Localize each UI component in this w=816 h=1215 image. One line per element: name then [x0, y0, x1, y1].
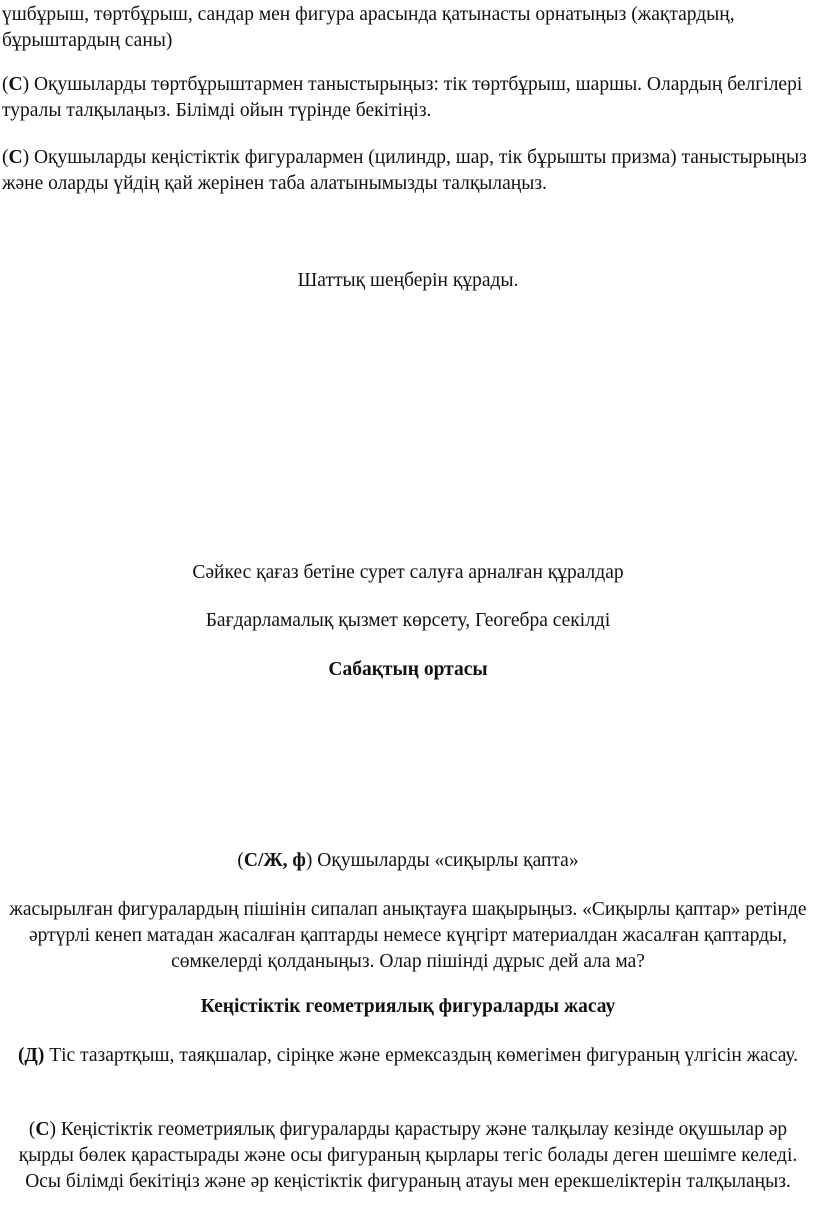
paragraph-happy-circle-text: Шаттық шеңберін құрады. — [297, 270, 519, 291]
paragraph-hidden-figures — [0, 897, 816, 975]
paragraph-spatial-figures-text: Оқушыларды кеңістіктік фигуралармен (цилиндр, шар, тік бұрышты призма) таныстырыңыз және оларды үйдің қай жерінен таба алатынымызды талқылаңыз. — [2, 147, 807, 194]
activity-tag: С/Ж, ф — [243, 850, 306, 871]
paragraph-relations — [0, 2, 816, 54]
activity-tag: С — [35, 1119, 50, 1140]
paragraph-quadrilaterals — [0, 72, 816, 124]
heading-lesson-middle-text: Сабақтың ортасы — [328, 659, 488, 680]
heading-build-figures-text: Кеңістіктік геометриялық фигураларды жасау — [200, 996, 616, 1017]
paren-open: ( — [2, 74, 9, 95]
paren-close: ) — [22, 147, 30, 168]
activity-tag: С — [8, 147, 23, 168]
paragraph-happy-circle — [0, 268, 816, 294]
paren-open: ( — [28, 1119, 36, 1140]
paragraph-quadrilaterals-text: Оқушыларды төртбұрыштармен таныстырыңыз: тік төртбұрыш, шаршы. Олардың белгілері туралы талқылаңыз. Білімді ойын түрінде бекітіңіз. — [2, 74, 803, 121]
paragraph-drawing-tools-text: Сәйкес қағаз бетіне сурет салуға арналған құралдар — [192, 562, 624, 583]
paren-close: ) — [22, 74, 30, 95]
heading-build-figures — [0, 994, 816, 1020]
paragraph-software-text: Бағдарламалық қызмет көрсету, Геогебра секілді — [205, 610, 611, 631]
paragraph-drawing-tools — [0, 560, 816, 586]
paragraph-model-making — [0, 1043, 816, 1069]
paragraph-hidden-figures-text: жасырылған фигуралардың пішінін сипалап анықтауға шақырыңыз. «Сиқырлы қаптар» ретінде әртүрлі кенеп матадан жасалған қаптарды немесе күңгірт материалдан жасалған қаптарды, сөмкелерді қолданыңыз. Олар пішінді дұрыс дей ала ма? — [9, 899, 807, 972]
activity-tag: (Д) — [17, 1045, 45, 1066]
paragraph-discussion-text: Кеңістіктік геометриялық фигураларды қарастыру және талқылау кезінде оқушылар әр қырды бөлек қарастырады және осы фигураның қырлары тегіс болады деген шешімге келеді. Осы білімді бекітіңіз және әр кеңістіктік фигураның атауы мен ерекшеліктерін талқылаңыз. — [18, 1119, 798, 1192]
paragraph-software — [0, 608, 816, 634]
paragraph-model-making-text: Тіс тазартқыш, таяқшалар, сіріңке және ермексаздың көмегімен фигураның үлгісін жасау. — [44, 1045, 799, 1066]
heading-lesson-middle — [0, 657, 816, 683]
paren-close: ) — [305, 850, 313, 871]
paren-close: ) — [49, 1119, 56, 1140]
paren-open: ( — [237, 850, 244, 871]
paren-open: ( — [2, 147, 9, 168]
paragraph-relations-text: үшбұрыш, төртбұрыш, сандар мен фигура арасында қатынасты орнатыңыз (жақтардың, бұрыштардың саны) — [2, 4, 735, 51]
paragraph-magic-bag-text: Оқушыларды «сиқырлы қапта» — [312, 850, 579, 871]
paragraph-magic-bag — [0, 848, 816, 874]
activity-tag: С — [8, 74, 23, 95]
paragraph-discussion — [0, 1117, 816, 1195]
paragraph-spatial-figures — [0, 145, 816, 197]
